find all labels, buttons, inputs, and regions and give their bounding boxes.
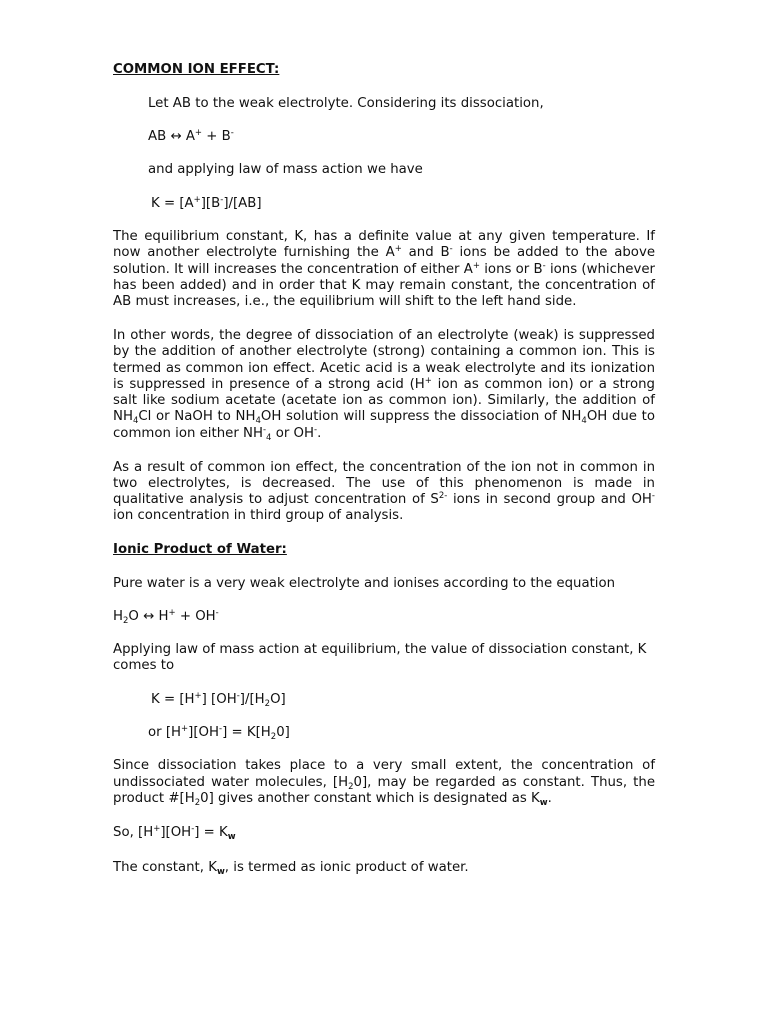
intro-paragraph: Let AB to the weak electrolyte. Considering its dissociation, (148, 95, 544, 111)
mass-action-paragraph: and applying law of mass action we have (148, 162, 423, 178)
qualitative-analysis-paragraph: As a result of common ion effect, the concentration of the ion not in common in two electrolytes, is decreased. The use of this phenomenon is made in qualitative analysis to adjust concentration of $S^{2-}$ ions in second group and OH- ion concentration in third group of analysis. (113, 459, 655, 524)
equilibrium-constant-paragraph: The equilibrium constant, K, has a definite value at any given temperature. If now another electrolyte furnishing the A+ and B- ions be added to the above solution. It will increases the concentration of either A+ ions or B- ions (whichever has been added) and in order that K may remain constant, the concentration of AB must increases, i.e., the equilibrium will shift to the left hand side. (113, 228, 656, 310)
dissociation-equation: AB ↔ A+ + B- (148, 128, 234, 145)
kw-equation: So, $[H^+][OH^-] = K_w$ (113, 824, 236, 843)
dissociation-constant-paragraph: Applying law of mass action at equilibrium, the value of dissociation constant, K comes to (113, 642, 647, 674)
heading-common-ion-effect: COMMON ION EFFECT: (113, 62, 280, 77)
heading-ionic-product-of-water: Ionic Product of Water: (113, 542, 287, 558)
water-constant-equation: K = [H+] $[OH^-]/[H_2O]$ (151, 690, 286, 709)
document-body (113, 62, 655, 877)
undissociated-water-paragraph: Since dissociation takes place to a very small extent, the concentration of undissociated water molecules, $[H_20]$, may be regarded as constant. Thus, the product $\#[H_20]$ gives another constant which is designated as $K_w$. (113, 758, 656, 808)
rearranged-equation: or $[H^+][OH^-] = K[H_20]$ (148, 724, 290, 743)
ionic-product-paragraph: The constant, $K_w$, is termed as ionic product of water. (113, 859, 469, 877)
water-ionisation-equation: $H_2O$ ↔ H+ + OH- (113, 607, 219, 626)
equilibrium-constant-equation: K = [A+][B-]/[AB] (151, 194, 262, 211)
common-ion-effect-paragraph: In other words, the degree of dissociation of an electrolyte (weak) is suppressed by the addition of another electrolyte (strong) containing a common ion. This is termed as common ion effect. Acetic acid is a weak electrolyte and its ionization is suppressed in presence of a strong acid (H+ ion as common ion) or a strong salt like sodium acetate (acetate ion as common ion). Similarly, the addition of $NH_4Cl$ or NaOH to $NH_4OH$ solution will suppress the dissociation of $NH_4OH$ due to common ion either $NH^-_4$ or OH-. (113, 327, 655, 443)
pure-water-paragraph: Pure water is a very weak electrolyte and ionises according to the equation (113, 575, 616, 591)
